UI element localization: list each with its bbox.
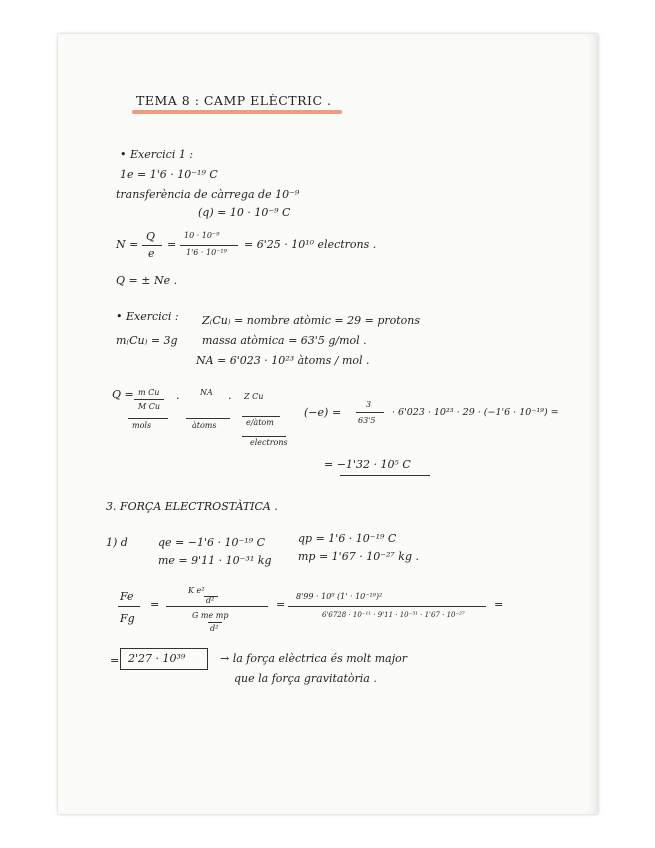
- ex1-frac2-den: 1'6 · 10⁻¹⁹: [186, 248, 227, 257]
- sec3-heading: 3. FORÇA ELECTROSTÀTICA .: [106, 500, 278, 513]
- ex2-f1-den: M Cu: [138, 402, 161, 411]
- ex1-q-eq: Q = ± Ne .: [116, 274, 178, 287]
- sec3-big-den: 6'6728 · 10⁻¹¹ · 9'11 · 10⁻³¹ · 1'67 · 10⁻²⁷: [322, 611, 465, 619]
- ex2-z-line: Z₍Cu₎ = nombre atòmic = 29 = protons: [202, 314, 421, 327]
- sec3-mp: mp = 1'67 · 10⁻²⁷ kg .: [298, 550, 420, 563]
- ex1-n-eq: =: [167, 238, 177, 251]
- sec3-big-bar: [288, 606, 486, 607]
- sec3-conclusion-1: → la força elèctrica és molt major: [220, 652, 407, 665]
- sec3-eq-pre: =: [110, 654, 120, 667]
- ex2-result-underline: [340, 475, 430, 476]
- ex1-frac1-num: Q: [146, 230, 156, 243]
- sec3-item: 1) d: [106, 536, 128, 549]
- sec3-fe-bar: [118, 606, 140, 607]
- sec3-fg: Fg: [120, 612, 135, 625]
- ex2-mass-line: massa atòmica = 63'5 g/mol .: [202, 334, 367, 347]
- sec3-me: me = 9'11 · 10⁻³¹ kg: [158, 554, 272, 567]
- ex1-frac1-den: e: [148, 247, 155, 260]
- ex1-transfer: transferència de càrrega de 10⁻⁹: [116, 188, 300, 201]
- ex1-frac2-num: 10 · 10⁻⁹: [184, 231, 220, 240]
- ex2-mass-lhs: m₍Cu₎ = 3g: [116, 334, 178, 347]
- sec3-conclusion-2: que la força gravitatòria .: [234, 672, 377, 685]
- sec3-qe: qe = −1'6 · 10⁻¹⁹ C: [158, 536, 266, 549]
- ex2-f2-underline: [186, 418, 230, 419]
- ex2-f3-num: Z Cu: [244, 392, 264, 401]
- sec3-g-inner-bar: [208, 622, 222, 623]
- ex1-frac1-bar: [142, 245, 162, 246]
- sec3-eq2: =: [276, 598, 286, 611]
- ex2-times2: ·: [228, 392, 232, 405]
- sec3-big-num: 8'99 · 10⁹ (1' · 10⁻¹⁹)²: [296, 592, 383, 601]
- sec3-main-bar: [166, 606, 268, 607]
- ex2-f1-label: mols: [132, 421, 152, 430]
- ex2-neg-e: (−e): [304, 406, 329, 419]
- sec3-boxed-result: 2'27 · 10³⁹: [128, 652, 186, 665]
- ex2-f3-den: e/àtom: [246, 418, 274, 427]
- paper-sheet: [58, 34, 598, 814]
- ex2-f4-bar: [356, 412, 384, 413]
- ex2-q-lhs: Q =: [112, 388, 134, 401]
- ex2-f3-bar: [242, 416, 280, 417]
- ex2-result: = −1'32 · 10⁵ C: [324, 458, 411, 471]
- ex2-na-line: NA = 6'023 · 10²³ àtoms / mol .: [196, 354, 370, 367]
- ex2-f4-num: 3: [366, 400, 372, 409]
- ex1-n-result: = 6'25 · 10¹⁰ electrons .: [244, 238, 377, 251]
- ex2-f1-bar: [134, 399, 164, 400]
- ex1-heading: • Exercici 1 :: [120, 148, 194, 161]
- title-highlight: [132, 110, 342, 114]
- sec3-k-num: K e²: [188, 586, 205, 595]
- ex2-f3-underline: [242, 436, 286, 437]
- ex2-f3-label: electrons: [250, 438, 288, 447]
- ex2-f4-den: 63'5: [358, 416, 376, 425]
- sec3-g-den2: d²: [210, 624, 219, 633]
- ex1-frac2-bar: [180, 245, 238, 246]
- ex2-f2-label: àtoms: [192, 421, 217, 430]
- sec3-g-den: G me mp: [192, 611, 229, 620]
- ex2-rest: · 6'023 · 10²³ · 29 · (−1'6 · 10⁻¹⁹) =: [392, 407, 559, 418]
- ex1-q-value: (q) = 10 · 10⁻⁹ C: [198, 206, 291, 219]
- ex2-f1-underline: [128, 418, 168, 419]
- ex2-f2-num: NA: [200, 388, 213, 397]
- sec3-eq: =: [150, 598, 160, 611]
- ex1-charge-e: 1e = 1'6 · 10⁻¹⁹ C: [120, 168, 218, 181]
- ex2-eq1: =: [332, 406, 342, 419]
- sec3-fe: Fe: [120, 590, 134, 603]
- ex2-f1-num: m Cu: [138, 388, 160, 397]
- sec3-k-num2: d²: [206, 596, 215, 605]
- ex2-times1: ·: [176, 392, 180, 405]
- page-title: TEMA 8 : CAMP ELÈCTRIC .: [136, 93, 332, 108]
- sec3-qp: qp = 1'6 · 10⁻¹⁹ C: [298, 532, 397, 545]
- ex2-heading: • Exercici :: [116, 310, 179, 323]
- sec3-eq3: =: [494, 598, 504, 611]
- ex1-n-lhs: N =: [116, 238, 139, 251]
